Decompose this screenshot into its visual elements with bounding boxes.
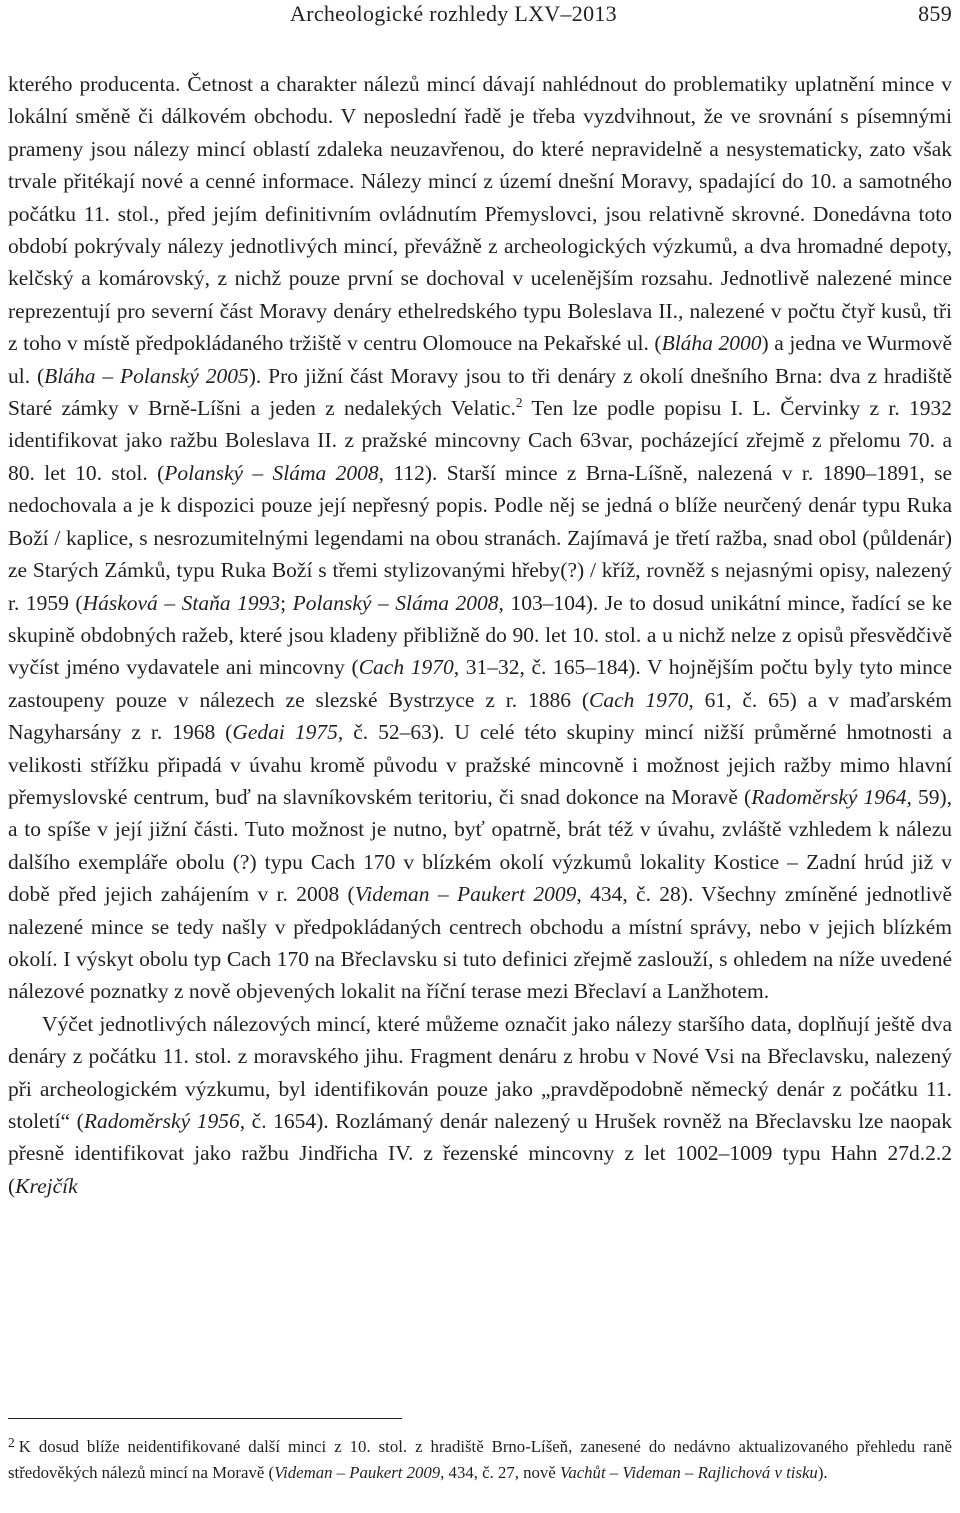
text-run: Ten lze podle popisu I. L. Červinky z r. 1932 identifikovat jako ražbu Boleslava II. z pražské mincovny Cach 63var, pocházející zřejmě z přelomu 70. a 80. let 10. stol. ( [8, 396, 952, 485]
footnote-divider [8, 1418, 402, 1419]
text-run: ; [280, 590, 293, 615]
text-run: , 434, č. 27, nově [440, 1462, 560, 1482]
footnote-reference[interactable]: 2 [515, 395, 523, 411]
citation: Cach 1970 [589, 687, 689, 712]
footnote [8, 1434, 952, 1485]
footnote-2 [8, 1434, 952, 1485]
text-run: , 31–32, č. 165–184). V hojnějším počtu byly tyto mince zastoupeny pouze v nálezech ze slezské Bystrzyce z r. 1886 ( [8, 655, 952, 712]
citation: Cach 1970 [358, 655, 454, 680]
text-run: , 112). Starší mince z Brna-Líšně, nalezená v r. 1890–1891, se nedochovala a je k dispozici pouze její nepřesný popis. Podle něj se jedná o blíže neurčený denár typu Ruka Boží / kaplice, s nesrozumitelnými legendami na obou stranách. Zajímavá je třetí ražba, snad obol (půldenár) ze Starých Zámků, typu Ruka Boží s třemi stylizovanými hřeby(?) / kříž, rovněž s nejasnými opisy, nalezený r. 1959 ( [8, 460, 953, 615]
text-run: , 59), a to spíše v její jižní části. Tuto možnost je nutno, byť opatrně, brát též v úvahu, zvláště vzhledem k nálezu dalšího exempláře obolu (?) typu Cach 170 v blízkém okolí výzkumů lokality Kostice – Zadní hrúd již v době před jejich zahájením v r. 2008 ( [8, 784, 952, 907]
text-run: Výčet jednotlivých nálezových mincí, které můžeme označit jako nálezy staršího data, doplňují ještě dva denáry z počátku 11. stol. z moravského jihu. Fragment denáru z hrobu v Nové Vsi na Břeclavsku, nalezený při archeologickém výzkumu, byl identifikován pouze jako „pravděpodobně německý denár z počátku 11. století“ ( [8, 1011, 952, 1133]
citation: Videman – Paukert 2009 [274, 1462, 441, 1482]
footnote-marker: 2 [8, 1435, 15, 1451]
paragraph-1 [8, 68, 952, 1008]
text-run: kterého producenta. Četnost a charakter nálezů mincí dávají nahlédnout do problematiky uplatnění mince v lokální směně či dálkovém obchodu. V neposlední řadě je třeba vyzdvihnout, že ve srovnání s písemnými prameny jsou nálezy mincí oblastí zdaleka neuzavřenou, do které nepravidelně a nesystematicky, zato však trvale přitékají nové a cenné informace. Nálezy mincí z území dnešní Moravy, spadající do 10. a samotného počátku 11. stol., před jejím definitivním ovládnutím Přemyslovci, jsou relativně skrovné. Donedávna toto období pokrývaly nálezy jednotlivých mincí, převážně z archeologických výzkumů, a dva hromadné depoty, kelčský a komárovský, z nichž pouze první se dochoval v ucelenějším rozsahu. Jednotlivě nalezené mince reprezentují pro severní část Moravy denáry ethelredského typu Boleslava II., nalezené v počtu čtyř kusů, tři z toho v místě předpokládaného tržiště v centru Olomouce na Pekařské ul. ( [8, 72, 952, 356]
citation: Hásková – Staňa 1993 [82, 590, 281, 615]
text-run: , 434, č. 28). Všechny zmíněné jednotlivě nalezené mince se tedy našly v předpokládaných centrech obchodu a místní správy, nebo v jejich blízkém okolí. I výskyt obolu typ Cach 170 na Břeclavsku si tuto definici zřejmě zaslouží, s ohledem na níže uvedené nálezové poznatky z nově objevených lokalit na říční terase mezi Břeclaví a Lanžhotem. [8, 882, 952, 1004]
journal-title: Archeologické rozhledy LXV–2013 [290, 1, 617, 26]
text-run: ). [817, 1462, 828, 1482]
citation: Radoměrský 1956 [83, 1109, 240, 1133]
citation: Gedai 1975 [232, 720, 338, 745]
citation: Videman – Paukert 2009 [354, 882, 577, 907]
text-run: , č. 1654). Rozlámaný denár nalezený u Hrušek rovněž na Břeclavsku lze naopak přesně identifikovat jako ražbu Jindřicha IV. z řezenské mincovny z let 1002–1009 typu Hahn 27d.2.2 ( [8, 1109, 952, 1198]
article-body [8, 68, 952, 1202]
running-head [0, 0, 960, 28]
citation: Polanský – Sláma 2008 [292, 590, 499, 615]
citation: Bláha – Polanský 2005 [44, 363, 249, 388]
citation: Polanský – Sláma 2008 [164, 460, 379, 485]
citation: Bláha 2000 [661, 331, 762, 356]
text-run: ). Pro jižní část Moravy jsou to tři denáry z okolí dnešního Brna: dva z hradiště Staré zámky v Brně-Líšni a jeden z nedalekých Velatic. [8, 363, 952, 421]
text-run: ) a jedna ve Wurmově ul. ( [8, 331, 953, 388]
paragraph-2 [8, 1008, 952, 1202]
text-run: , č. 52–63). U celé této skupiny mincí nižší průměrné hmotnosti a velikosti střížku připadá v úvahu kromě původu v pražské mincovně i možnost jejich ražby mimo hlavní přemyslovské centrum, buď na slavníkovském teritoriu, či snad dokonce na Moravě ( [8, 720, 952, 809]
citation: Radoměrský 1964 [751, 784, 907, 809]
text-run: , 61, č. 65) a v maďarském Nagyharsány z r. 1968 ( [8, 687, 953, 745]
page-number: 859 [918, 1, 952, 26]
text-run: , 103–104). Je to dosud unikátní mince, řadící se ke skupině obdobných ražeb, které jsou kladeny přibližně do 90. let 10. stol. a u nichž nelze z opisů přesvědčivě vyčíst jméno vydavatele ani mincovny ( [8, 590, 952, 680]
citation: Krejčík [15, 1173, 78, 1198]
citation: Vachůt – Videman – Rajlichová v tisku [559, 1462, 818, 1482]
text-run: K dosud blíže neidentifikované další minci z 10. stol. z hradiště Brno-Líšeň, zanesené do nedávno aktualizovaného přehledu raně středověkých nálezů mincí na Moravě ( [8, 1437, 952, 1482]
